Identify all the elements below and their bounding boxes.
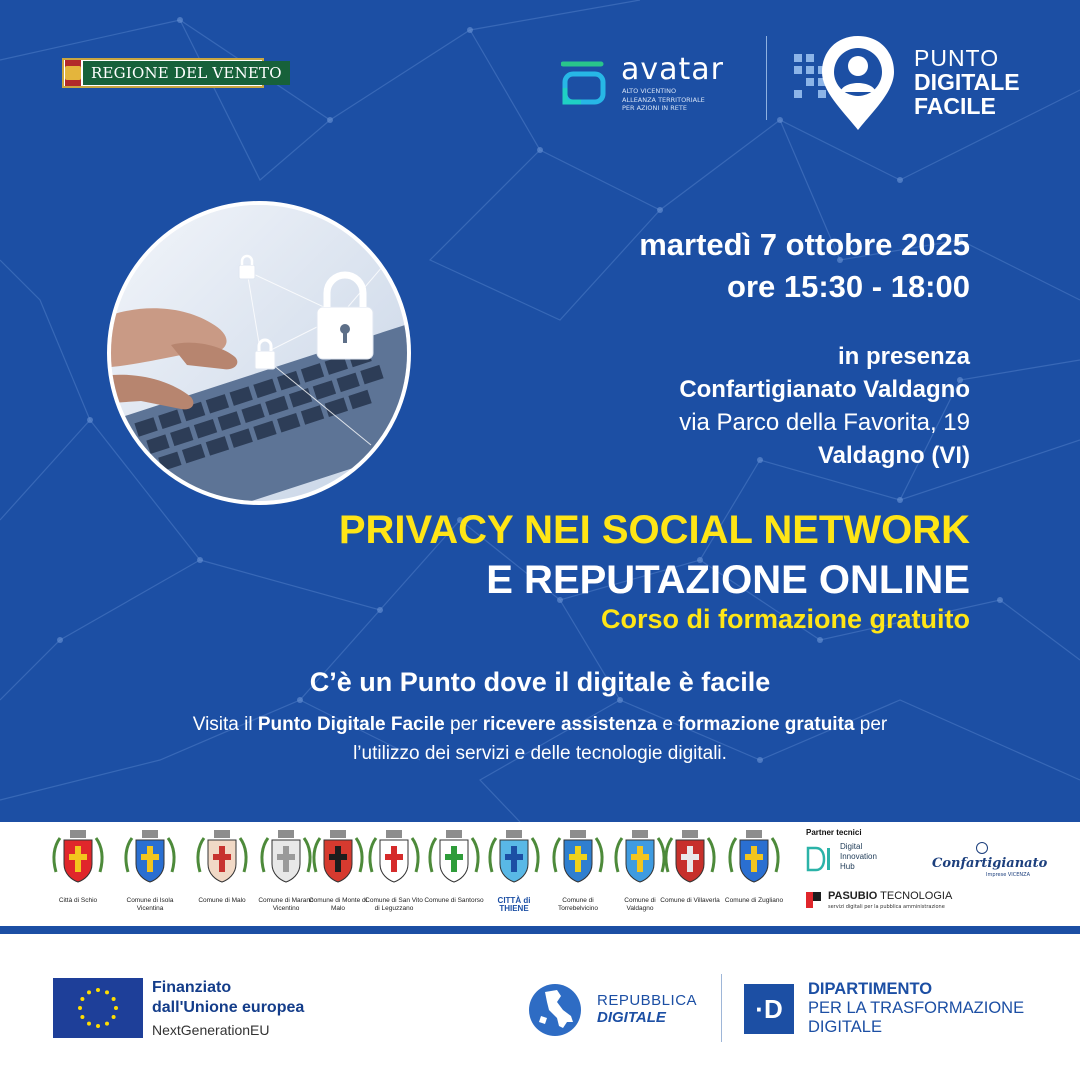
municipality-coat (548, 828, 608, 913)
coat-of-arms-icon (484, 828, 544, 892)
coat-of-arms-icon (308, 828, 368, 892)
eu-line1: Finanziato (152, 979, 232, 996)
coat-of-arms-icon (724, 828, 784, 892)
coat-of-arms-icon (48, 828, 108, 892)
dtd-line2: PER LA TRASFORMAZIONE (808, 999, 1025, 1017)
eu-line3: NextGenerationEU (152, 1022, 270, 1038)
description-line1 (0, 710, 1080, 739)
tagline: C’è un Punto dove il digitale è facile (309, 667, 771, 697)
course-subtitle: Corso di formazione gratuito (600, 604, 970, 634)
coat-of-arms-icon (256, 828, 316, 892)
municipality-name: Comune di Santorso (424, 897, 484, 904)
municipality-name: Comune di Malo (198, 897, 246, 904)
confartigianato-logo (932, 842, 1048, 882)
avatar-sub-line: ALTO VICENTINO (622, 87, 677, 95)
event-date: martedì 7 ottobre 2025 (639, 227, 970, 262)
coat-of-arms-icon (548, 828, 608, 892)
desc-bold: formazione gratuita (678, 714, 855, 735)
municipality-name: Comune di San Vito di Leguzzano (365, 897, 423, 912)
course-title-line1: PRIVACY NEI SOCIAL NETWORK (338, 508, 970, 552)
rd-line2: DIGITALE (597, 1009, 666, 1026)
desc-text: Visita il (192, 714, 258, 735)
coat-of-arms-icon (660, 828, 720, 892)
pasubio-sub: servizi digitali per la pubblica amministrazione (828, 904, 945, 910)
repubblica-digitale-text (597, 992, 697, 1026)
cybersecurity-photo (107, 201, 411, 505)
repubblica-digitale-logo (527, 982, 707, 1038)
event-venue: Confartigianato Valdagno (679, 376, 970, 403)
coat-of-arms-icon (364, 828, 424, 892)
event-datetime (639, 224, 970, 308)
municipalities-strip (0, 822, 1080, 930)
municipality-coat (256, 828, 316, 913)
municipality-name: CITTÀ di THIENE (497, 896, 531, 913)
partners-label: Partner tecnici (806, 828, 862, 837)
pasubio-mark-icon (806, 892, 822, 908)
keyboard-padlock-illustration (111, 205, 407, 501)
pasubio-name (828, 890, 952, 902)
pasubio-bold: PASUBIO (828, 890, 878, 902)
digitale-line: DIGITALE (914, 69, 1020, 95)
event-mode: in presenza (837, 343, 970, 370)
dih-line: Digital (840, 842, 863, 851)
course-title-line2: E REPUTAZIONE ONLINE (486, 558, 970, 602)
municipality-coat (308, 828, 368, 913)
dih-mark-icon (806, 844, 834, 874)
coat-of-arms-icon (424, 828, 484, 892)
footer (0, 934, 1080, 1080)
desc-text: e (657, 714, 679, 735)
desc-bold: ricevere assistenza (482, 714, 658, 735)
desc-text: per (444, 714, 483, 735)
desc-text: per (854, 714, 888, 735)
header-divider (766, 36, 767, 120)
dih-line: Innovation (840, 852, 877, 861)
municipality-coat (724, 828, 784, 905)
municipality-coat (484, 828, 544, 913)
coat-of-arms-icon (192, 828, 252, 892)
event-time: ore 15:30 - 18:00 (727, 269, 970, 304)
pasubio-rest: TECNOLOGIA (877, 890, 953, 902)
avatar-sub-line: ALLEANZA TERRITORIALE (622, 95, 705, 104)
municipality-name: Comune di Marano Vicentino (258, 897, 314, 912)
description-line2: l’utilizzo dei servizi e delle tecnologie digitali. (353, 743, 727, 764)
footer-divider (721, 974, 722, 1042)
eu-flag-icon (53, 978, 143, 1038)
dih-logo (806, 842, 916, 878)
coat-of-arms-icon (120, 828, 180, 892)
municipality-name: Comune di Torrebelvicino (557, 897, 599, 912)
municipality-name: Comune di Isola Vicentina (126, 897, 174, 912)
pasubio-logo (806, 890, 976, 914)
event-city: Valdagno (VI) (817, 442, 970, 469)
municipality-name: Comune di Zugliano (724, 897, 784, 904)
municipality-coat (660, 828, 720, 905)
punto-digitale-facile-logo (790, 34, 1040, 134)
location-pin-icon (790, 34, 900, 134)
eu-funding-text (152, 978, 304, 1041)
municipality-name: Città di Schio (58, 897, 98, 904)
municipality-coat (192, 828, 252, 905)
municipality-coat (364, 828, 424, 913)
municipality-coat (48, 828, 108, 905)
rd-line1: REPUBBLICA (597, 992, 698, 1009)
avatar-logo (561, 54, 751, 114)
municipality-name: Comune di Valdagno (624, 897, 656, 912)
italy-map-icon (527, 982, 587, 1038)
dtd-mark-icon: ·D (744, 984, 794, 1034)
eu-line2: dall'Unione europea (152, 999, 305, 1016)
dipartimento-text (808, 980, 1024, 1037)
veneto-crest-icon (65, 60, 81, 86)
dih-line: Hub (840, 862, 855, 871)
desc-bold: Punto Digitale Facile (257, 714, 445, 735)
event-location (679, 340, 970, 472)
facile-line: FACILE (914, 93, 996, 119)
event-address: via Parco della Favorita, 19 (679, 409, 970, 436)
avatar-sub-line: PER AZIONI IN RETE (622, 104, 687, 112)
dtd-line1: DIPARTIMENTO (808, 980, 933, 998)
punto-digitale-facile-text (914, 46, 1020, 118)
regione-veneto-text: REGIONE DEL VENETO (83, 61, 290, 85)
municipality-coat (424, 828, 484, 905)
dih-text (840, 842, 877, 872)
avatar-subtitle (622, 87, 742, 113)
confartigianato-text: Confartigianato (932, 856, 1048, 871)
description (0, 710, 1080, 768)
confartigianato-sub: Imprese VICENZA (986, 872, 1030, 878)
municipality-coat (120, 828, 180, 913)
regione-veneto-logo (62, 58, 282, 88)
confartigianato-ring-icon (976, 842, 988, 854)
avatar-wordmark: avatar (621, 52, 725, 87)
dtd-line3: DIGITALE (808, 1018, 882, 1036)
municipality-name: Comune di Villaverla (660, 897, 720, 904)
strip-divider (0, 926, 1080, 934)
avatar-mark-icon (561, 58, 607, 106)
municipality-name: Comune di Monte di Malo (308, 897, 368, 912)
punto-line: PUNTO (914, 45, 1000, 71)
